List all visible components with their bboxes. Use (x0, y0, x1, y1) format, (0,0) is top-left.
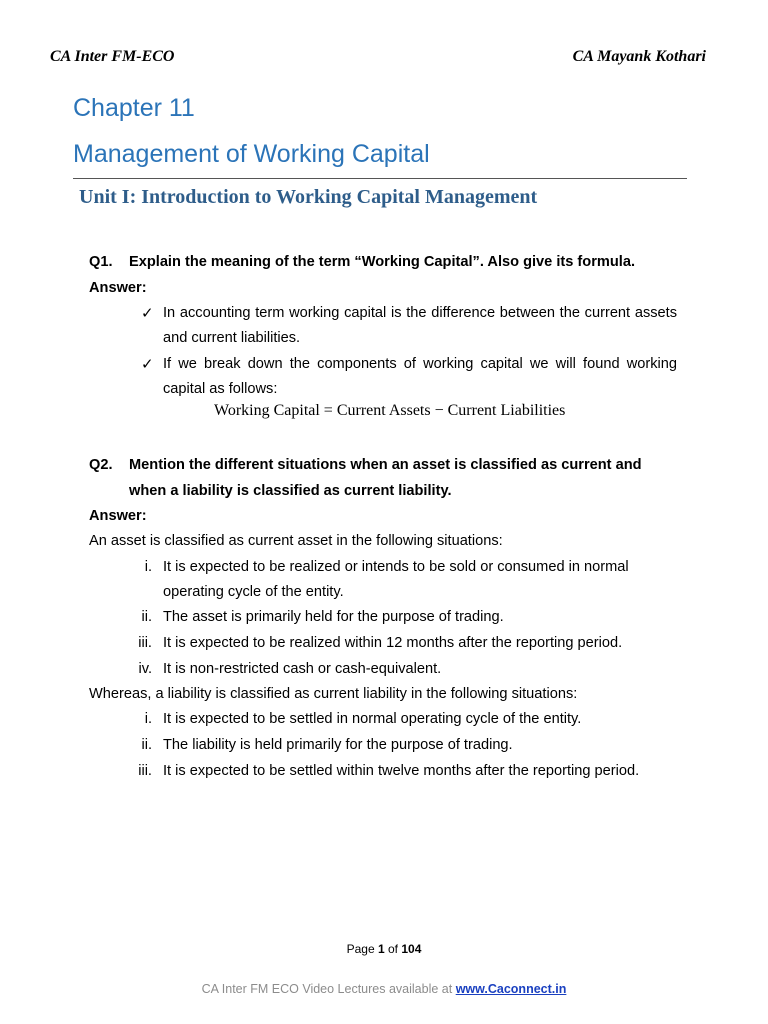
liability-item: It is expected to be settled in normal operating cycle of the entity. (163, 711, 582, 727)
liability-item-number: iii. (138, 763, 152, 779)
liability-item-number: i. (144, 711, 152, 727)
asset-item: It is expected to be realized or intends to be sold or consumed in normal operating cycle of the entity. (163, 559, 629, 600)
liability-item-number: ii. (141, 737, 152, 753)
footer-ad (0, 982, 768, 996)
footer-ad-text: CA Inter FM ECO Video Lectures available at (201, 982, 456, 996)
page-total: 104 (401, 942, 422, 956)
asset-intro: An asset is classified as current asset in the following situations: (89, 533, 503, 549)
chapter-title: Management of Working Capital (73, 140, 430, 168)
liability-item: It is expected to be settled within twelve months after the reporting period. (163, 763, 640, 779)
page-current: 1 (377, 942, 385, 956)
asset-item: The asset is primarily held for the purpose of trading. (163, 609, 504, 625)
answer-1-bullet-2: If we break down the components of working capital we will found working capital as follows: (163, 356, 677, 397)
working-capital-formula: Working Capital = Current Assets − Current Liabilities (214, 402, 566, 419)
answer-1-bullet-1: In accounting term working capital is the difference between the current assets and current liabilities. (163, 305, 677, 346)
asset-item: It is expected to be realized within 12 months after the reporting period. (163, 635, 623, 651)
chapter-number: Chapter 11 (73, 94, 195, 122)
title-divider (73, 178, 687, 179)
page-number (0, 942, 768, 956)
asset-item: It is non-restricted cash or cash-equivalent. (163, 661, 442, 677)
header-right: CA Mayank Kothari (572, 48, 706, 65)
liability-item: The liability is held primarily for the purpose of trading. (163, 737, 513, 753)
check-icon: ✓ (141, 305, 154, 322)
header-left: CA Inter FM-ECO (50, 48, 175, 65)
asset-item-number: i. (144, 559, 152, 575)
asset-item-number: ii. (141, 609, 152, 625)
question-2-text-line-1: Mention the different situations when an asset is classified as current and (129, 457, 642, 473)
answer-2-label: Answer: (89, 508, 147, 524)
page-of: of (384, 942, 402, 956)
check-icon: ✓ (141, 356, 154, 373)
page-prefix: Page (346, 942, 378, 956)
question-1-text: Explain the meaning of the term “Working Capital”. Also give its formula. (129, 254, 635, 270)
asset-item-number: iii. (138, 635, 152, 651)
caconnect-link[interactable]: www.Caconnect.in (455, 982, 567, 996)
question-1-number: Q1. (89, 254, 113, 270)
answer-1-label: Answer: (89, 280, 147, 296)
unit-heading: Unit I: Introduction to Working Capital Management (79, 186, 538, 208)
liability-intro: Whereas, a liability is classified as current liability in the following situations: (89, 686, 578, 702)
asset-item-number: iv. (138, 661, 152, 677)
question-2-number: Q2. (89, 457, 113, 473)
question-1 (89, 250, 635, 275)
question-2-text-line-2: when a liability is classified as current liability. (129, 483, 452, 499)
question-2 (89, 453, 642, 478)
